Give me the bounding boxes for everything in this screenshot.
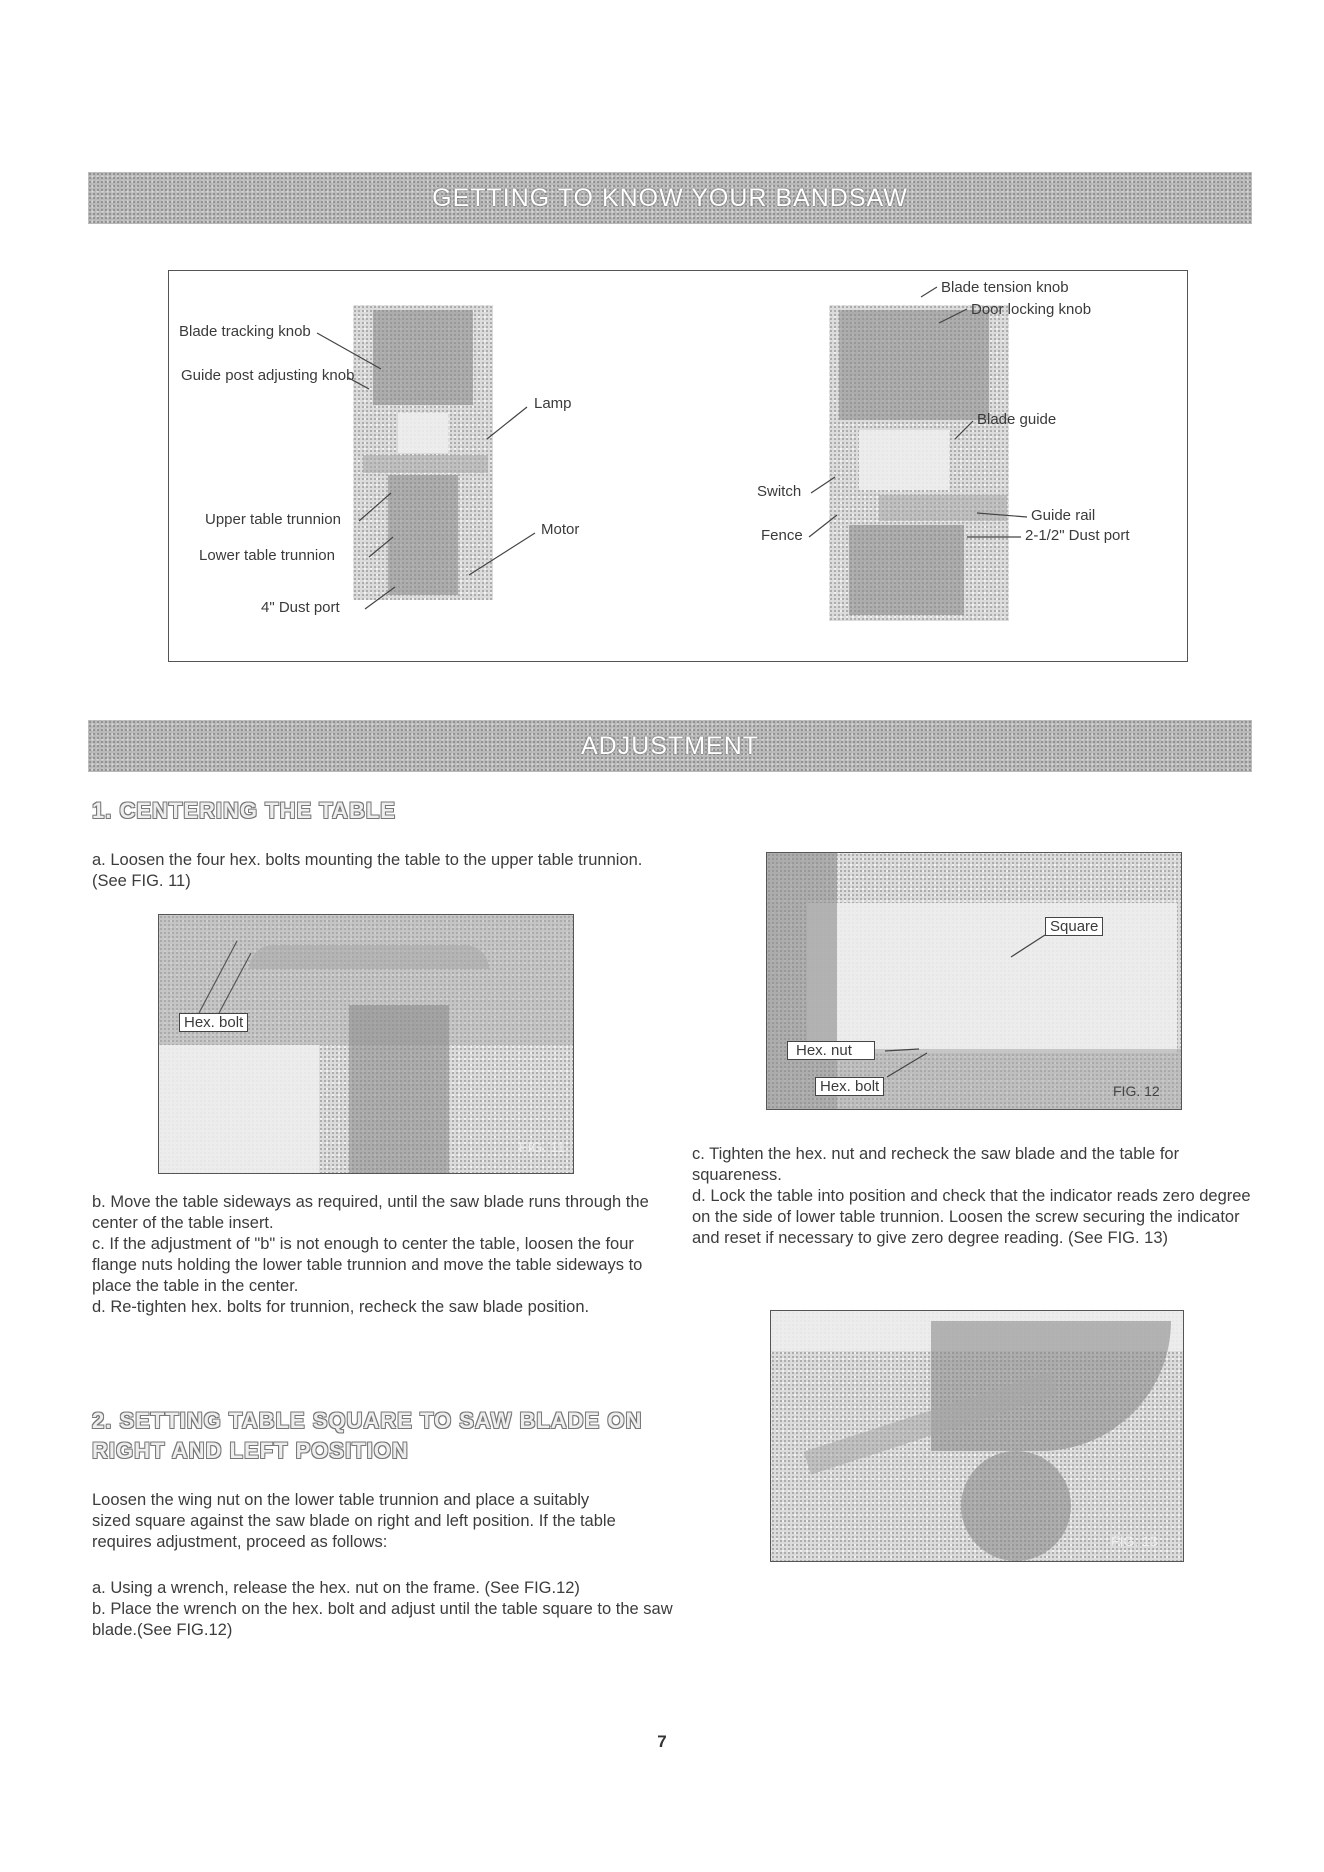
banner-title: ADJUSTMENT	[580, 731, 760, 760]
label-guide-post-adjusting-knob: Guide post adjusting knob	[181, 367, 355, 384]
leader-upper-table-trunnion	[359, 493, 391, 521]
label-lower-table-trunnion: Lower table trunnion	[199, 547, 335, 564]
fig-12-leader-lines	[767, 853, 1181, 1109]
fig-12-square-label: Square	[1045, 917, 1103, 936]
fig-11-leader-lines	[159, 915, 573, 1173]
banner-title: GETTING TO KNOW YOUR BANDSAW	[432, 183, 908, 212]
leader-guide-post-adjusting-knob	[347, 377, 369, 389]
step-d: d. Re-tighten hex. bolts for trunnion, recheck the saw blade position.	[92, 1298, 590, 1316]
fig-12-caption: FIG. 12	[1113, 1083, 1160, 1099]
step-a: a. Using a wrench, release the hex. nut on the frame. (See FIG.12)	[92, 1579, 580, 1597]
fig-12-hex-bolt-label: Hex. bolt	[815, 1077, 884, 1096]
leader-lower-table-trunnion	[369, 537, 393, 557]
label-dust-port-4: 4" Dust port	[261, 599, 340, 616]
right-column-steps	[692, 1144, 1256, 1249]
leader-motor	[469, 533, 535, 575]
leader-switch	[811, 477, 835, 493]
leader-blade-guide	[955, 421, 973, 439]
parts-diagram	[168, 270, 1188, 662]
leader-blade-tracking-knob	[317, 333, 381, 369]
section-2-intro: Loosen the wing nut on the lower table trunnion and place a suitably sized square against the saw blade on right and left position. If the table requires adjustment, proceed as follows:	[92, 1491, 616, 1551]
fig-12-hex-nut-label: Hex. nut	[787, 1041, 875, 1060]
label-lamp: Lamp	[534, 395, 572, 412]
step-b: b. Place the wrench on the hex. bolt and adjust until the table square to the saw blade.(See FIG.12)	[92, 1600, 673, 1639]
label-blade-tension-knob: Blade tension knob	[941, 279, 1069, 296]
steps-bcd-paragraphs	[92, 1192, 670, 1318]
leader-door-locking-knob	[939, 309, 967, 323]
fig-13-image	[770, 1310, 1184, 1562]
step-b: b. Move the table sideways as required, until the saw blade runs through the center of the table insert.	[92, 1193, 649, 1232]
label-fence: Fence	[761, 527, 803, 544]
diagram-leader-lines	[169, 271, 1187, 661]
step-c: c. If the adjustment of "b" is not enough to center the table, loosen the four flange nuts holding the lower table trunnion and move the table sideways to place the table in the center.	[92, 1235, 643, 1295]
fig-11-caption: FIG. 11	[519, 1139, 565, 1155]
fig-11-hex-bolt-label: Hex. bolt	[179, 1013, 248, 1032]
section-2-steps	[92, 1578, 692, 1641]
section-heading-centering-table: 1. CENTERING THE TABLE	[92, 798, 396, 823]
page-number: 7	[657, 1732, 667, 1751]
section-banner-adjustment	[88, 720, 1252, 772]
step-c: c. Tighten the hex. nut and recheck the saw blade and the table for squareness.	[692, 1145, 1180, 1184]
label-dust-port-2-half: 2-1/2" Dust port	[1025, 527, 1130, 544]
label-blade-guide: Blade guide	[977, 411, 1057, 428]
fig-13-caption: FIG. 13	[1111, 1533, 1158, 1549]
label-upper-table-trunnion: Upper table trunnion	[205, 511, 341, 528]
leader-fence	[809, 515, 837, 537]
label-door-locking-knob: Door locking knob	[971, 301, 1092, 318]
label-switch: Switch	[757, 483, 802, 500]
leader-lamp	[487, 407, 527, 439]
fig-11-image	[158, 914, 574, 1174]
label-guide-rail: Guide rail	[1031, 507, 1096, 524]
step-a-paragraph: a. Loosen the four hex. bolts mounting the table to the upper table trunnion. (See FIG. 11)	[92, 851, 643, 890]
leader-blade-tension-knob	[921, 287, 937, 297]
leader-dust-port-4	[365, 587, 395, 609]
label-motor: Motor	[541, 521, 580, 538]
fig-12-image	[766, 852, 1182, 1110]
leader-guide-rail	[977, 513, 1027, 517]
section-banner-getting-to-know	[88, 172, 1252, 224]
label-blade-tracking-knob: Blade tracking knob	[179, 323, 311, 340]
section-heading-setting-table-square: 2. SETTING TABLE SQUARE TO SAW BLADE ON RIGHT AND LEFT POSITION	[92, 1408, 643, 1463]
step-d: d. Lock the table into position and check that the indicator reads zero degree on the side of lower table trunnion. Loosen the screw securing the indicator and reset if necessary to give zero degree reading. (See FIG. 13)	[692, 1187, 1251, 1247]
